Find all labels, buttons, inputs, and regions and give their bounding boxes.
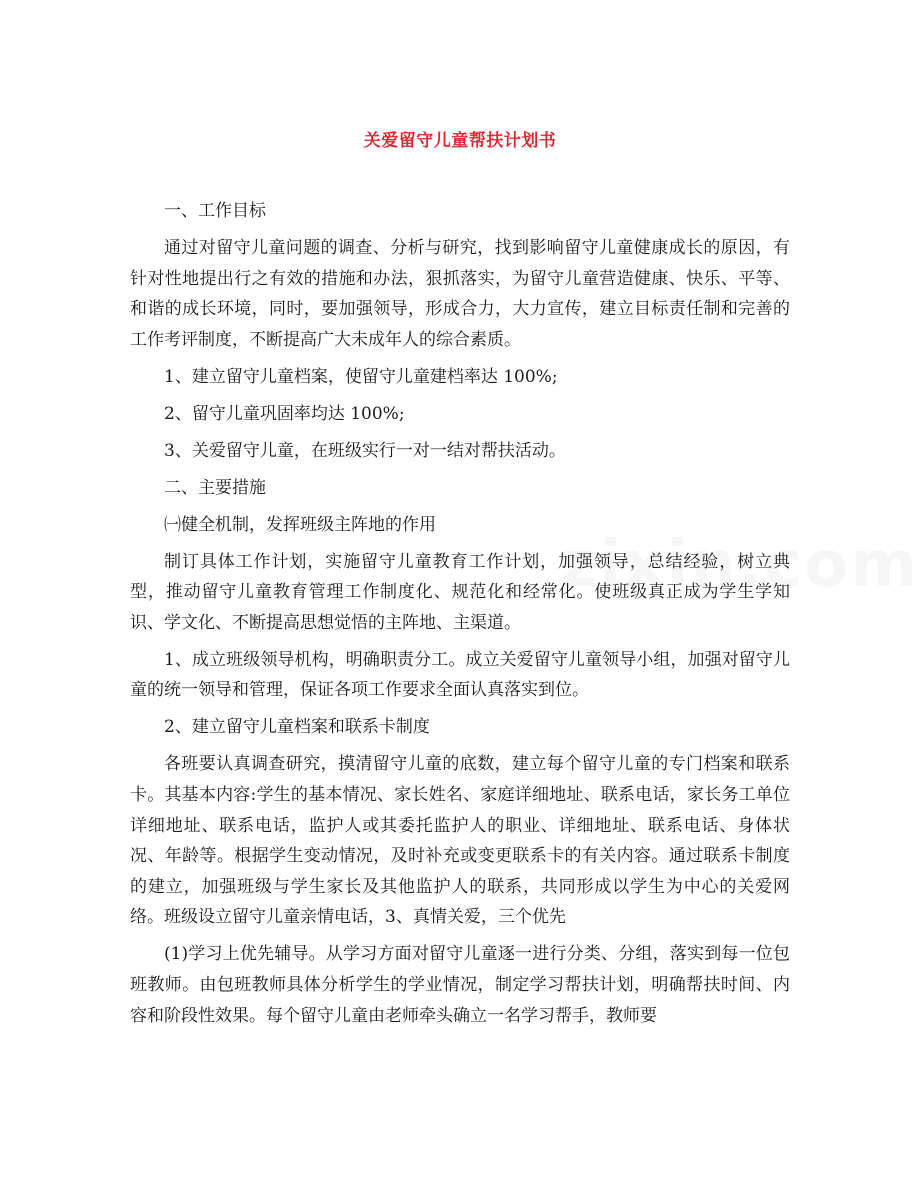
- document-title: 关爱留守儿童帮扶计划书: [363, 131, 557, 151]
- subheading-mechanism: ㈠健全机制，发挥班级主阵地的作用: [164, 514, 436, 535]
- paragraph-leadership: 1、成立班级领导机构，明确职责分工。成立关爱留守儿童领导小组，加强对留守儿童的统一领导和管理，保证各项工作要求全面认真落实到位。: [130, 649, 790, 701]
- section-heading-goals: 一、工作目标: [164, 201, 266, 221]
- paragraph-goals: 通过对留守儿童问题的调查、分析与研究，找到影响留守儿童健康成长的原因，有针对性地提出行之有效的措施和办法，狠抓落实，为留守儿童营造健康、快乐、平等、和谐的成长环境，同时，要加强领导，形成合力，大力宣传，建立目标责任制和完善的工作考评制度，不断提高广大未成年人的综合素质。: [130, 237, 790, 350]
- document-body: [130, 196, 790, 1038]
- subheading-archive: 2、建立留守儿童档案和联系卡制度: [164, 717, 430, 738]
- paragraph-study-priority: (1)学习上优先辅导。从学习方面对留守儿童逐一进行分类、分组，落实到每一位包班教师。由包班教师具体分析学生的学业情况，制定学习帮扶计划，明确帮扶时间、内容和阶段性效果。每个留守儿童由老师牵头确立一名学习帮手，教师要: [130, 944, 790, 1026]
- list-item-1: 1、建立留守儿童档案，使留守儿童建档率达 100%;: [164, 366, 558, 387]
- list-item-3: 3、关爱留守儿童，在班级实行一对一结对帮扶活动。: [164, 440, 566, 461]
- paragraph-archive: 各班要认真调查研究，摸清留守儿童的底数，建立每个留守儿童的专门档案和联系卡。其基本内容:学生的基本情况、家长姓名、家庭详细地址、联系电话，家长务工单位详细地址、联系电话，监护人或其委托监护人的职业、详细地址、联系电话、身体状况、年龄等。根据学生变动情况，及时补充或变更联系卡的有关内容。通过联系卡制度的建立，加强班级与学生家长及其他监护人的联系，共同形成以学生为中心的关爱网络。班级设立留守儿童亲情电话，3、真情关爱，三个优先: [130, 754, 790, 928]
- list-item-2: 2、留守儿童巩固率均达 100%;: [164, 403, 405, 424]
- paragraph-plan: 制订具体工作计划，实施留守儿童教育工作计划，加强领导，总结经验，树立典型，推动留守儿童教育管理工作制度化、规范化和经常化。使班级真正成为学生学知识、学文化、不断提高思想觉悟的主阵地、主渠道。: [130, 551, 790, 633]
- section-heading-measures: 二、主要措施: [164, 477, 266, 498]
